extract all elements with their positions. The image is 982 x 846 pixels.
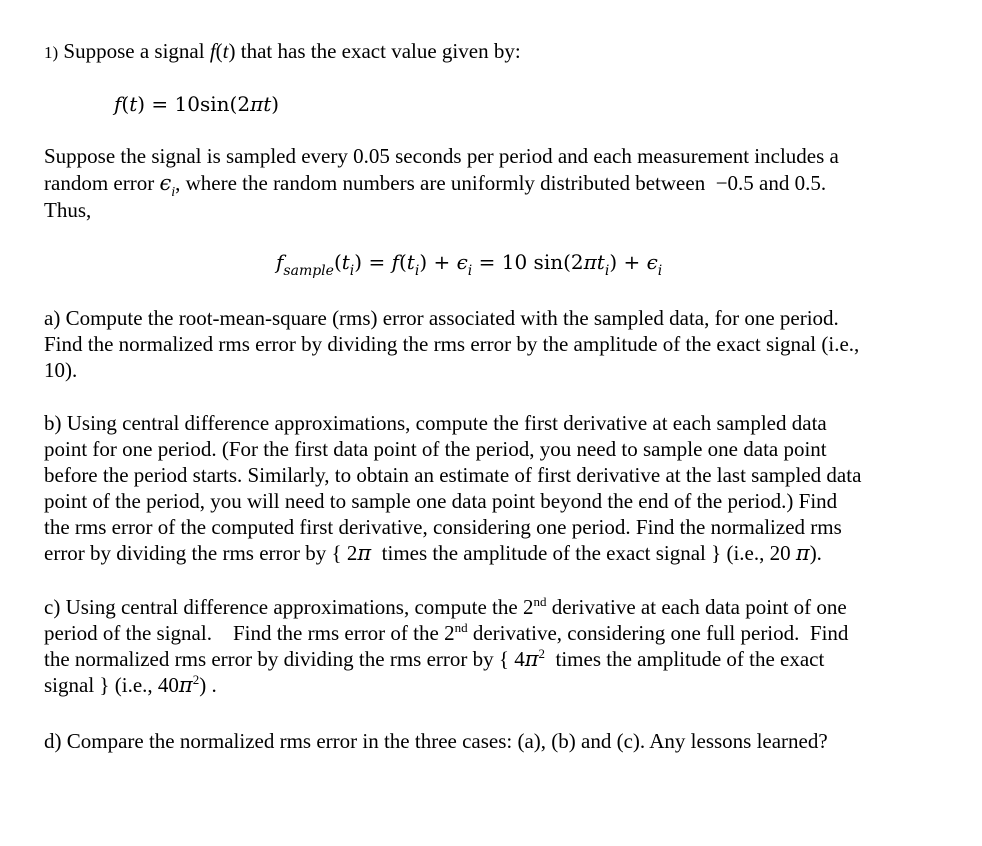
part-d: d) Compare the normalized rms error in the three cases: (a), (b) and (c). Any lessons learned? <box>44 729 828 753</box>
part-c-line-3: the normalized rms error by dividing the rms error by { $4\pi^2$ times the amplitude of the exact <box>44 646 825 671</box>
para-line-2: random error $\epsilon_i$, where the random numbers are uniformly distributed between −0.5 and 0.5. <box>44 171 827 200</box>
equation-exact-signal: f(t) = 10sin(2πt) <box>114 92 280 116</box>
part-c-line-4: signal } (i.e., $40\pi^2$) . <box>44 672 217 697</box>
part-b-line-5: the rms error of the computed first derivative, considering one period. Find the normalized rms <box>44 515 842 539</box>
problem-number: 1) <box>44 43 59 62</box>
part-c-line-2: period of the signal. Find the rms error of the 2nd derivative, considering one full period. Find <box>44 620 849 645</box>
part-b-line-1: b) Using central difference approximations, compute the first derivative at each sampled data <box>44 411 827 435</box>
para-line-3: Thus, <box>44 198 92 222</box>
part-a-line-2: Find the normalized rms error by dividing the rms error by the amplitude of the exact signal (i.e., <box>44 332 860 356</box>
part-a-line-1: a) Compute the root-mean-square (rms) error associated with the sampled data, for one period. <box>44 306 839 330</box>
problem-intro: 1) Suppose a signal f(t) that has the exact value given by: <box>44 39 521 63</box>
part-c-line-1: c) Using central difference approximations, compute the 2nd derivative at each data point of one <box>44 594 847 619</box>
part-b-line-6: error by dividing the rms error by { 2π times the amplitude of the exact signal } (i.e., 20 π). <box>44 541 822 565</box>
part-a-line-3: 10). <box>44 358 78 382</box>
equation-sampled-signal: $f_{sample}(t_i) = f(t_i) + \epsilon_i = 10$ $\sin(2\pi t_i) + \epsilon_i$ <box>276 250 663 279</box>
part-b-line-2: point for one period. (For the first data point of the period, you need to sample one data point <box>44 437 827 461</box>
part-b-line-4: point of the period, you will need to sample one data point beyond the end of the period.) Find <box>44 489 838 513</box>
para-line-1: Suppose the signal is sampled every 0.05 seconds per period and each measurement includes a <box>44 144 839 168</box>
part-b-line-3: before the period starts. Similarly, to obtain an estimate of first derivative at the last sampled data <box>44 463 862 487</box>
